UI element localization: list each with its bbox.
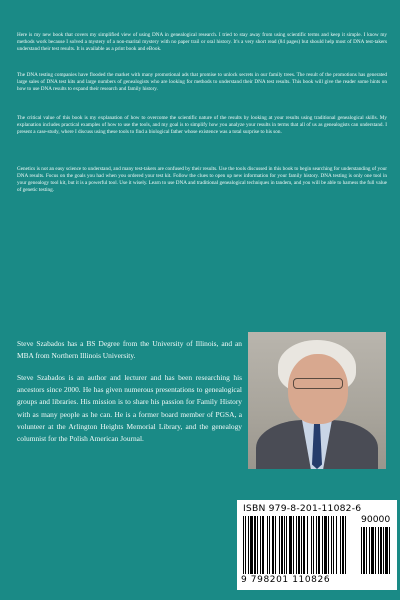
- barcode-digits: 9 798201 110826: [241, 575, 331, 585]
- blurb-paragraph-3: The critical value of this book is my explanation of how to overcome the scientific nature of the results by looking at your results using traditional genealogical skills. My explanation includes practical examples of how to use the tools, and my goal is to simplify how you analyze your results in terms that all of us as genealogists can understand. I present a case-study, where I discuss using these tools to find a biological father whose existence was a total surprise to his son.: [17, 115, 387, 135]
- isbn-barcode: [237, 500, 397, 590]
- price-code: 90000: [361, 514, 391, 525]
- isbn-number: ISBN 979-8-201-11082-6: [243, 503, 362, 514]
- price-barcode-bars: [361, 527, 393, 574]
- barcode-bars: [243, 516, 351, 574]
- author-photo: [248, 332, 386, 469]
- author-bio-education: Steve Szabados has a BS Degree from the University of Illinois, and an MBA from Northern Illinois University.: [17, 339, 242, 361]
- blurb-paragraph-2: The DNA testing companies have flooded the market with many promotional ads that promise to unlock secrets in our family trees. The result of the promotions has generated large sales of DNA test kits and large numbers of genealogists who are looking for methods to understand their DNA test results. This book will give the reader some hints on how to use DNA results to expand their research and family history.: [17, 72, 387, 92]
- author-bio-career: Steve Szabados is an author and lecturer and has been researching his ancestors since 2000. He has given numerous presentations to genealogical groups and libraries. His mission is to share his passion for Family History with as many people as he can. He is a former board member of PGSA, a volunteer at the Arlington Heights Memorial Library, and the genealogy columnist for the Polish American Journal.: [17, 373, 242, 444]
- blurb-paragraph-1: Here is my new book that covers my simplified view of using DNA in genealogical research. I tried to stay away from using scientific terms and keep it simple. I know my methods work because I solved a mystery of a non-marital mystery with no paper trail or oral history. It's a very short read (84 pages) but should help most of DNA test-takers understand their test results. It is available as a print book and eBook.: [17, 32, 387, 52]
- blurb-paragraph-4: Genetics is not an easy science to understand, and many test-takers are confused by their results. Use the tools discussed in this book to begin searching for understanding of your DNA results. Focus on the goals you had when you ordered your test kit. Follow the clues to open up new information for your family history. DNA testing is only one tool in your genealogy tool kit, but it is a powerful tool. Use it wisely. Learn to use DNA and traditional genealogical techniques in tandem, and you will be able to harness the full value of genetic testing.: [17, 166, 387, 193]
